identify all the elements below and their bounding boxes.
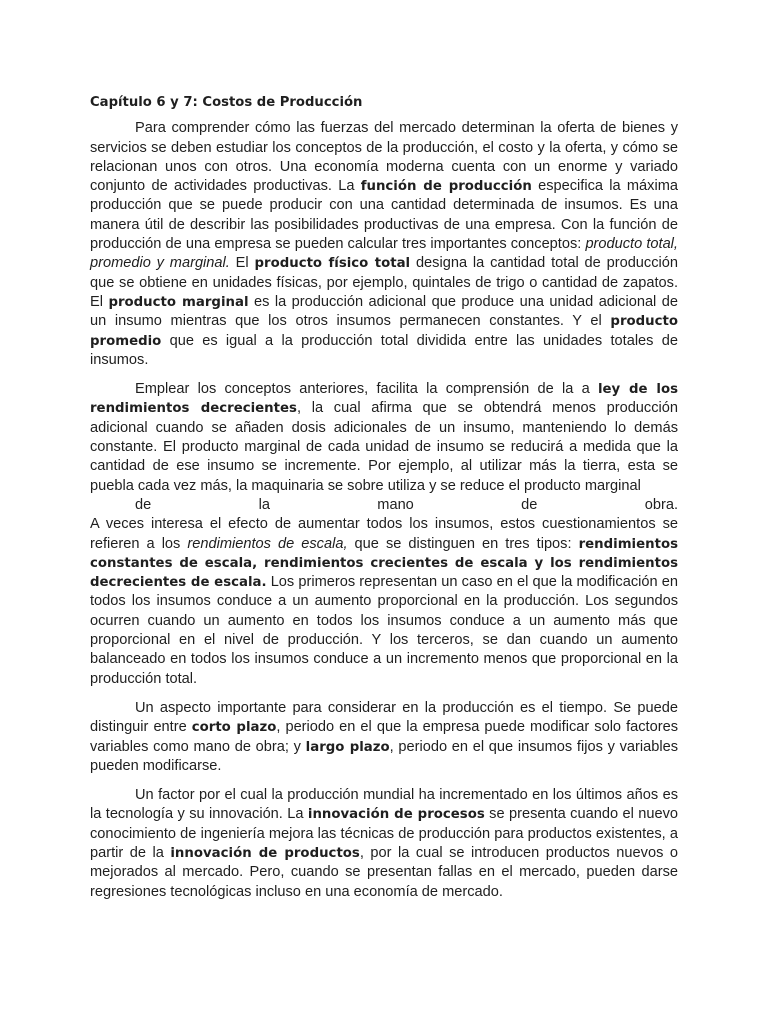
text: A veces interesa el efecto de aumentar todos los insumos, estos cuestionamientos se refieren a los bbox=[90, 516, 678, 552]
term-funcion-de-produccion: función de producción bbox=[360, 179, 532, 195]
term-producto-marginal: producto marginal bbox=[108, 294, 249, 310]
text: Para comprender cómo las fuerzas del mercado determinan la oferta de bienes y servicios se deben estudiar los conceptos de la producción, el costo y la oferta, y cómo se relacionan unos con otros. Una economía moderna cuenta con un enorme y variado conjunto de actividades productivas. La bbox=[90, 120, 678, 195]
term-producto-fisico-total: producto físico total bbox=[254, 256, 411, 272]
document-title: Capítulo 6 y 7: Costos de Producción bbox=[90, 95, 363, 110]
term-corto-plazo: corto plazo bbox=[191, 720, 277, 736]
text: Un aspecto importante para considerar en la producción es el tiempo. Se puede distinguir entre bbox=[90, 699, 678, 736]
term-ley-rendimientos-decrecientes: ley de los rendimientos decrecientes bbox=[90, 382, 678, 417]
text: se presenta cuando el nuevo conocimiento de ingeniería mejora las técnicas de producción para productos existentes, a partir de la bbox=[90, 806, 678, 861]
text: que se distinguen en tres tipos: bbox=[347, 535, 579, 552]
term-innovacion-de-productos: innovación de productos bbox=[170, 845, 360, 861]
term-italic-products: producto total, promedio y marginal. bbox=[90, 236, 678, 272]
text: El bbox=[229, 255, 255, 272]
term-producto-promedio: producto promedio bbox=[90, 314, 678, 349]
text: es la producción adicional que produce una unidad adicional de un insumo mientras que los otros insumos permanecen constantes. Y el bbox=[90, 293, 678, 330]
text: , periodo en el que insumos fijos y variables pueden modificarse. bbox=[90, 738, 678, 774]
text: designa la cantidad total de producción que se obtiene en unidades físicas, por ejemplo, quintales de trigo o cantidad de zapatos. El bbox=[90, 255, 678, 310]
text: Emplear los conceptos anteriores, facilita la comprensión de la a bbox=[135, 381, 598, 398]
text: especifica la máxima producción que se puede producir con una cantidad determinada de insumos. Es una manera útil de describir las posibilidades productivas de una empresa. Con la función de producción de una empresa se pueden calcular tres importantes conceptos: bbox=[90, 178, 678, 253]
term-rendimientos-de-escala: rendimientos de escala, bbox=[187, 535, 348, 552]
text-justified-line: de la mano de obra. bbox=[135, 496, 678, 513]
text: , por la cual se introducen productos nuevos o mejorados al mercado. Pero, cuando se presentan fallas en el mercado, pueden darse regresiones tecnológicas incluso en una economía de mercado. bbox=[90, 844, 678, 900]
paragraph-production-function bbox=[90, 119, 678, 370]
text: que es igual a la producción total dividida entre las unidades totales de insumos. bbox=[90, 332, 678, 368]
term-innovacion-de-procesos: innovación de procesos bbox=[307, 807, 485, 823]
text: Los primeros representan un caso en el que la modificación en todos los insumos conduce a un aumento proporcional en la producción. Los segundos ocurren cuando un aumento en todos los insumos conduce a un aumento más que proporcional en el nivel de producción. Y los terceros, se dan cuando un aumento balanceado en todos los insumos conduce a un incremento menos que proporcional en la producción total. bbox=[90, 574, 678, 687]
text: Un factor por el cual la producción mundial ha incrementado en los últimos años es la tecnología y su innovación. La bbox=[90, 787, 678, 823]
paragraph-diminishing-returns bbox=[90, 380, 678, 689]
paragraph-innovation bbox=[90, 786, 678, 902]
text: , periodo en el que la empresa puede modificar solo factores variables como mano de obra; y bbox=[90, 719, 678, 755]
paragraph-time-horizon bbox=[90, 699, 678, 776]
text: , la cual afirma que se obtendrá menos producción adicional cuando se añaden dosis adicionales de un insumo, manteniendo lo demás constante. El producto marginal de cada unidad de insumo se reducirá a medida que la cantidad de ese insumo se incremente. Por ejemplo, al utilizar más la tierra, esta se puebla cada vez más, la maquinaria se sobre utiliza y se reduce el producto marginal bbox=[90, 400, 678, 494]
term-tipos-rendimientos: rendimientos constantes de escala, rendimientos crecientes de escala y los rendimientos decrecientes de escala. bbox=[90, 536, 678, 591]
document-page bbox=[90, 93, 678, 912]
term-largo-plazo: largo plazo bbox=[305, 739, 390, 755]
